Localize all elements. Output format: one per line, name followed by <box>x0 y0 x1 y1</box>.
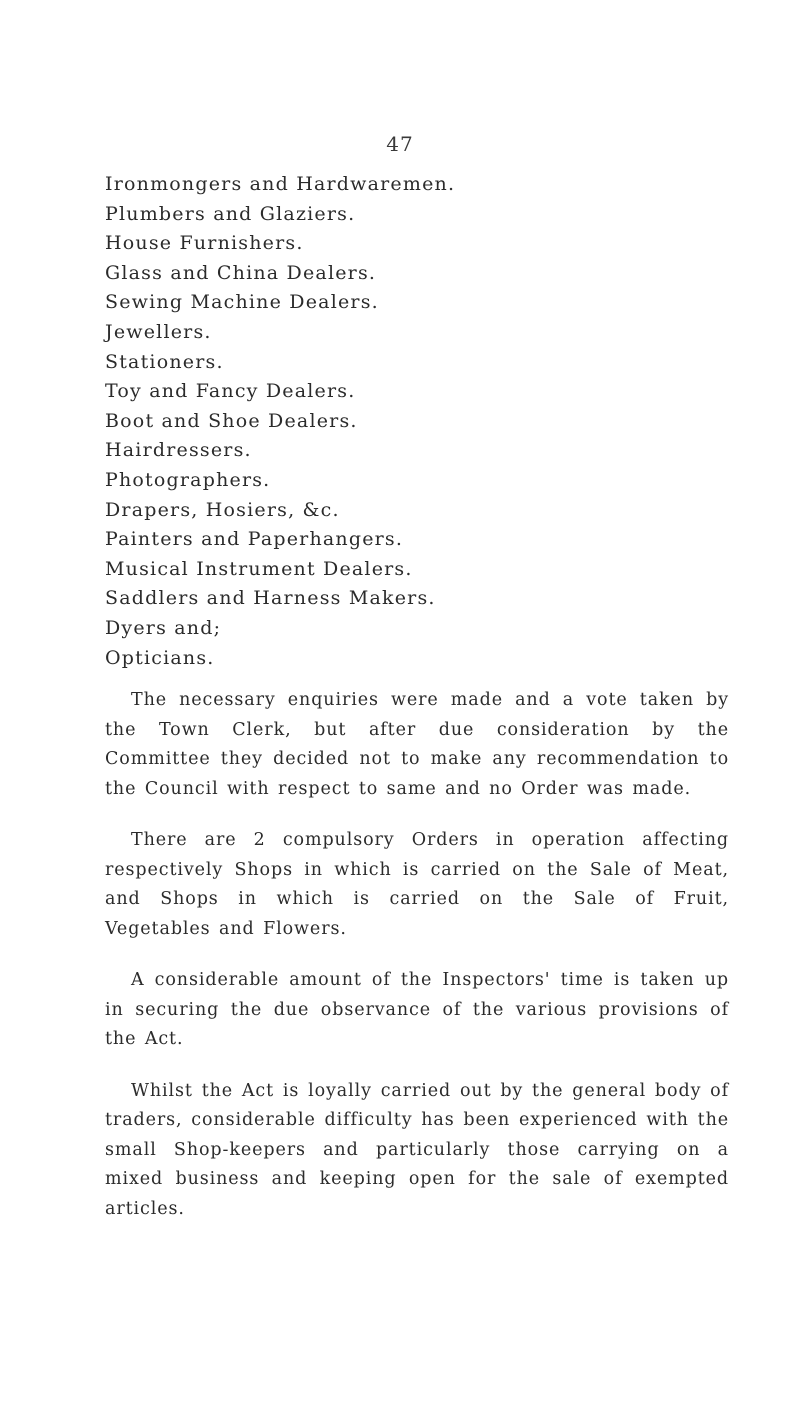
trade-item: Toy and Fancy Dealers. <box>105 380 356 403</box>
page-number: 47 <box>386 132 414 156</box>
paragraph-shop-keepers: Whilst the Act is loyally carried out by the general body of traders, considerable difficulty has been experienced with the small Shop-keepers and particularly those carrying on a mixed business and keeping open for the sale of exempted articles. <box>105 1080 729 1219</box>
paragraph-enquiries: The necessary enquiries were made and a vote taken by the Town Clerk, but after due consideration by the Committee they decided not to make any recommendation to the Council with respect to same and no Order was made. <box>105 690 729 799</box>
trade-item: Boot and Shoe Dealers. <box>105 409 358 432</box>
trade-item: Opticians. <box>105 646 215 669</box>
trade-item: Sewing Machine Dealers. <box>105 291 379 314</box>
trade-item: House Furnishers. <box>105 232 304 255</box>
trade-item: Jewellers. <box>105 320 212 343</box>
paragraph-compulsory-orders: There are 2 compulsory Orders in operation affecting respectively Shops in which is carried on the Sale of Meat, and Shops in which is carried on the Sale of Fruit, Vegetables and Flowers. <box>105 830 729 939</box>
trade-item: Stationers. <box>105 350 224 373</box>
trade-item: Ironmongers and Hardwaremen. <box>105 173 456 195</box>
trade-item: Dyers and; <box>105 616 222 639</box>
trade-item: Painters and Paperhangers. <box>105 528 404 551</box>
trade-item: Photographers. <box>105 468 271 491</box>
trade-item: Hairdressers. <box>105 439 252 462</box>
trade-item: Musical Instrument Dealers. <box>105 557 413 580</box>
body-text <box>105 686 729 1246</box>
paragraph-inspectors-time: A considerable amount of the Inspectors' time is taken up in securing the due observance of the various provisions of the Act. <box>105 970 729 1049</box>
trade-item: Glass and China Dealers. <box>105 261 377 284</box>
trades-list <box>105 170 455 673</box>
trade-item: Plumbers and Glaziers. <box>105 202 356 225</box>
trade-item: Drapers, Hosiers, &c. <box>105 498 340 521</box>
trade-item: Saddlers and Harness Makers. <box>105 587 436 610</box>
